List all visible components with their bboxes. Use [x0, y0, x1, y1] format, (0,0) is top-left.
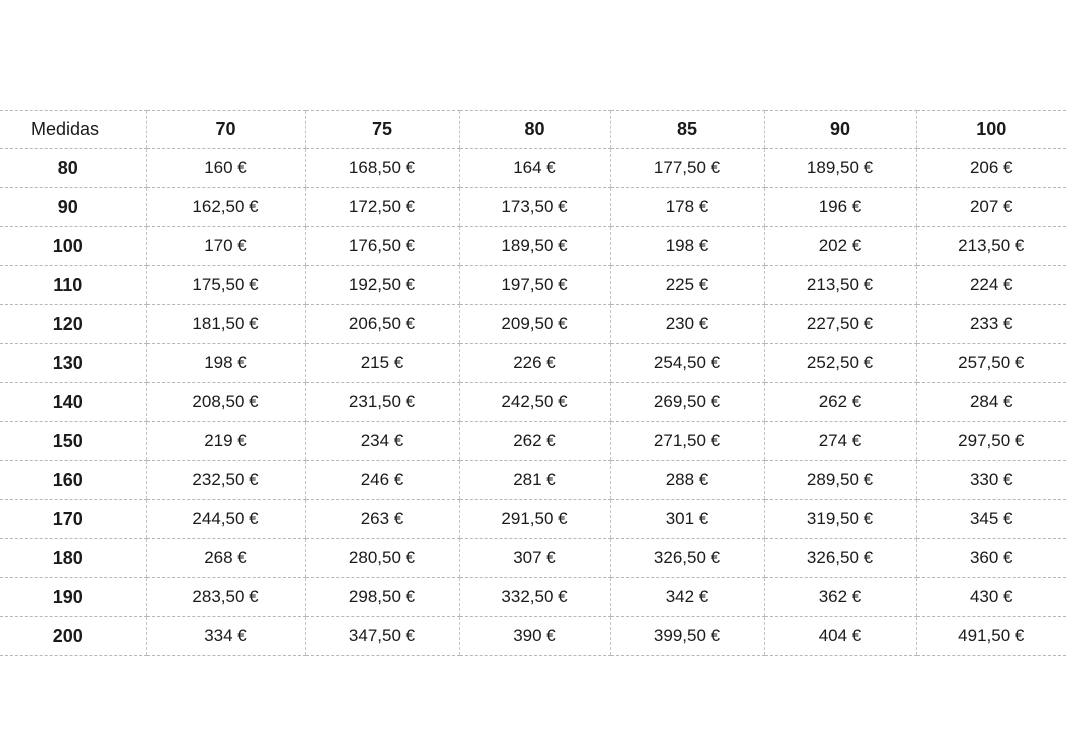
table-row [0, 344, 1066, 383]
price-cell: 254,50 € [610, 344, 764, 383]
price-cell: 234 € [305, 422, 459, 461]
table-row [0, 383, 1066, 422]
price-cell: 215 € [305, 344, 459, 383]
table-row [0, 188, 1066, 227]
price-cell: 231,50 € [305, 383, 459, 422]
price-cell: 360 € [916, 539, 1066, 578]
price-cell: 430 € [916, 578, 1066, 617]
price-cell: 206 € [916, 149, 1066, 188]
price-cell: 280,50 € [305, 539, 459, 578]
price-cell: 202 € [764, 227, 916, 266]
row-label: 150 [0, 422, 146, 461]
price-cell: 233 € [916, 305, 1066, 344]
price-cell: 164 € [459, 149, 610, 188]
table-row [0, 578, 1066, 617]
price-cell: 219 € [146, 422, 305, 461]
table-row [0, 500, 1066, 539]
table-row [0, 617, 1066, 656]
price-cell: 284 € [916, 383, 1066, 422]
price-cell: 332,50 € [459, 578, 610, 617]
price-cell: 301 € [610, 500, 764, 539]
row-label: 130 [0, 344, 146, 383]
price-cell: 224 € [916, 266, 1066, 305]
price-cell: 232,50 € [146, 461, 305, 500]
price-cell: 246 € [305, 461, 459, 500]
price-cell: 390 € [459, 617, 610, 656]
price-cell: 208,50 € [146, 383, 305, 422]
price-cell: 347,50 € [305, 617, 459, 656]
price-cell: 162,50 € [146, 188, 305, 227]
price-cell: 268 € [146, 539, 305, 578]
price-cell: 225 € [610, 266, 764, 305]
column-header: 70 [146, 111, 305, 149]
price-cell: 399,50 € [610, 617, 764, 656]
price-cell: 206,50 € [305, 305, 459, 344]
price-cell: 283,50 € [146, 578, 305, 617]
price-cell: 192,50 € [305, 266, 459, 305]
header-row [0, 111, 1066, 149]
column-header: 85 [610, 111, 764, 149]
price-cell: 289,50 € [764, 461, 916, 500]
price-cell: 227,50 € [764, 305, 916, 344]
price-cell: 307 € [459, 539, 610, 578]
price-cell: 175,50 € [146, 266, 305, 305]
row-label: 180 [0, 539, 146, 578]
price-cell: 242,50 € [459, 383, 610, 422]
price-cell: 345 € [916, 500, 1066, 539]
price-cell: 207 € [916, 188, 1066, 227]
row-label: 80 [0, 149, 146, 188]
price-cell: 189,50 € [764, 149, 916, 188]
price-cell: 326,50 € [764, 539, 916, 578]
price-cell: 334 € [146, 617, 305, 656]
row-label: 160 [0, 461, 146, 500]
table-row [0, 149, 1066, 188]
table-row [0, 422, 1066, 461]
price-cell: 362 € [764, 578, 916, 617]
price-cell: 281 € [459, 461, 610, 500]
row-label: 110 [0, 266, 146, 305]
table-row [0, 266, 1066, 305]
table-row [0, 461, 1066, 500]
corner-label: Medidas [0, 111, 146, 149]
price-cell: 319,50 € [764, 500, 916, 539]
price-cell: 172,50 € [305, 188, 459, 227]
row-label: 120 [0, 305, 146, 344]
price-cell: 181,50 € [146, 305, 305, 344]
table-body [0, 149, 1066, 656]
price-cell: 342 € [610, 578, 764, 617]
column-header: 80 [459, 111, 610, 149]
price-cell: 189,50 € [459, 227, 610, 266]
column-header: 75 [305, 111, 459, 149]
table-row [0, 539, 1066, 578]
price-cell: 262 € [459, 422, 610, 461]
price-cell: 252,50 € [764, 344, 916, 383]
price-table-container [0, 110, 1066, 656]
price-cell: 257,50 € [916, 344, 1066, 383]
row-label: 200 [0, 617, 146, 656]
price-cell: 213,50 € [764, 266, 916, 305]
price-cell: 274 € [764, 422, 916, 461]
price-cell: 263 € [305, 500, 459, 539]
price-cell: 178 € [610, 188, 764, 227]
row-label: 170 [0, 500, 146, 539]
price-cell: 170 € [146, 227, 305, 266]
price-cell: 226 € [459, 344, 610, 383]
price-cell: 173,50 € [459, 188, 610, 227]
column-header: 90 [764, 111, 916, 149]
row-label: 190 [0, 578, 146, 617]
price-cell: 330 € [916, 461, 1066, 500]
price-cell: 168,50 € [305, 149, 459, 188]
price-cell: 269,50 € [610, 383, 764, 422]
price-cell: 262 € [764, 383, 916, 422]
price-cell: 196 € [764, 188, 916, 227]
table-row [0, 305, 1066, 344]
price-cell: 213,50 € [916, 227, 1066, 266]
price-cell: 491,50 € [916, 617, 1066, 656]
price-cell: 298,50 € [305, 578, 459, 617]
price-cell: 160 € [146, 149, 305, 188]
price-cell: 271,50 € [610, 422, 764, 461]
price-cell: 197,50 € [459, 266, 610, 305]
table-header [0, 111, 1066, 149]
table-row [0, 227, 1066, 266]
price-cell: 209,50 € [459, 305, 610, 344]
column-header: 100 [916, 111, 1066, 149]
price-table [0, 110, 1066, 656]
price-cell: 176,50 € [305, 227, 459, 266]
price-cell: 230 € [610, 305, 764, 344]
price-cell: 291,50 € [459, 500, 610, 539]
price-cell: 198 € [610, 227, 764, 266]
price-cell: 404 € [764, 617, 916, 656]
price-cell: 244,50 € [146, 500, 305, 539]
row-label: 90 [0, 188, 146, 227]
price-cell: 297,50 € [916, 422, 1066, 461]
price-cell: 177,50 € [610, 149, 764, 188]
price-cell: 198 € [146, 344, 305, 383]
price-cell: 326,50 € [610, 539, 764, 578]
price-cell: 288 € [610, 461, 764, 500]
row-label: 100 [0, 227, 146, 266]
row-label: 140 [0, 383, 146, 422]
